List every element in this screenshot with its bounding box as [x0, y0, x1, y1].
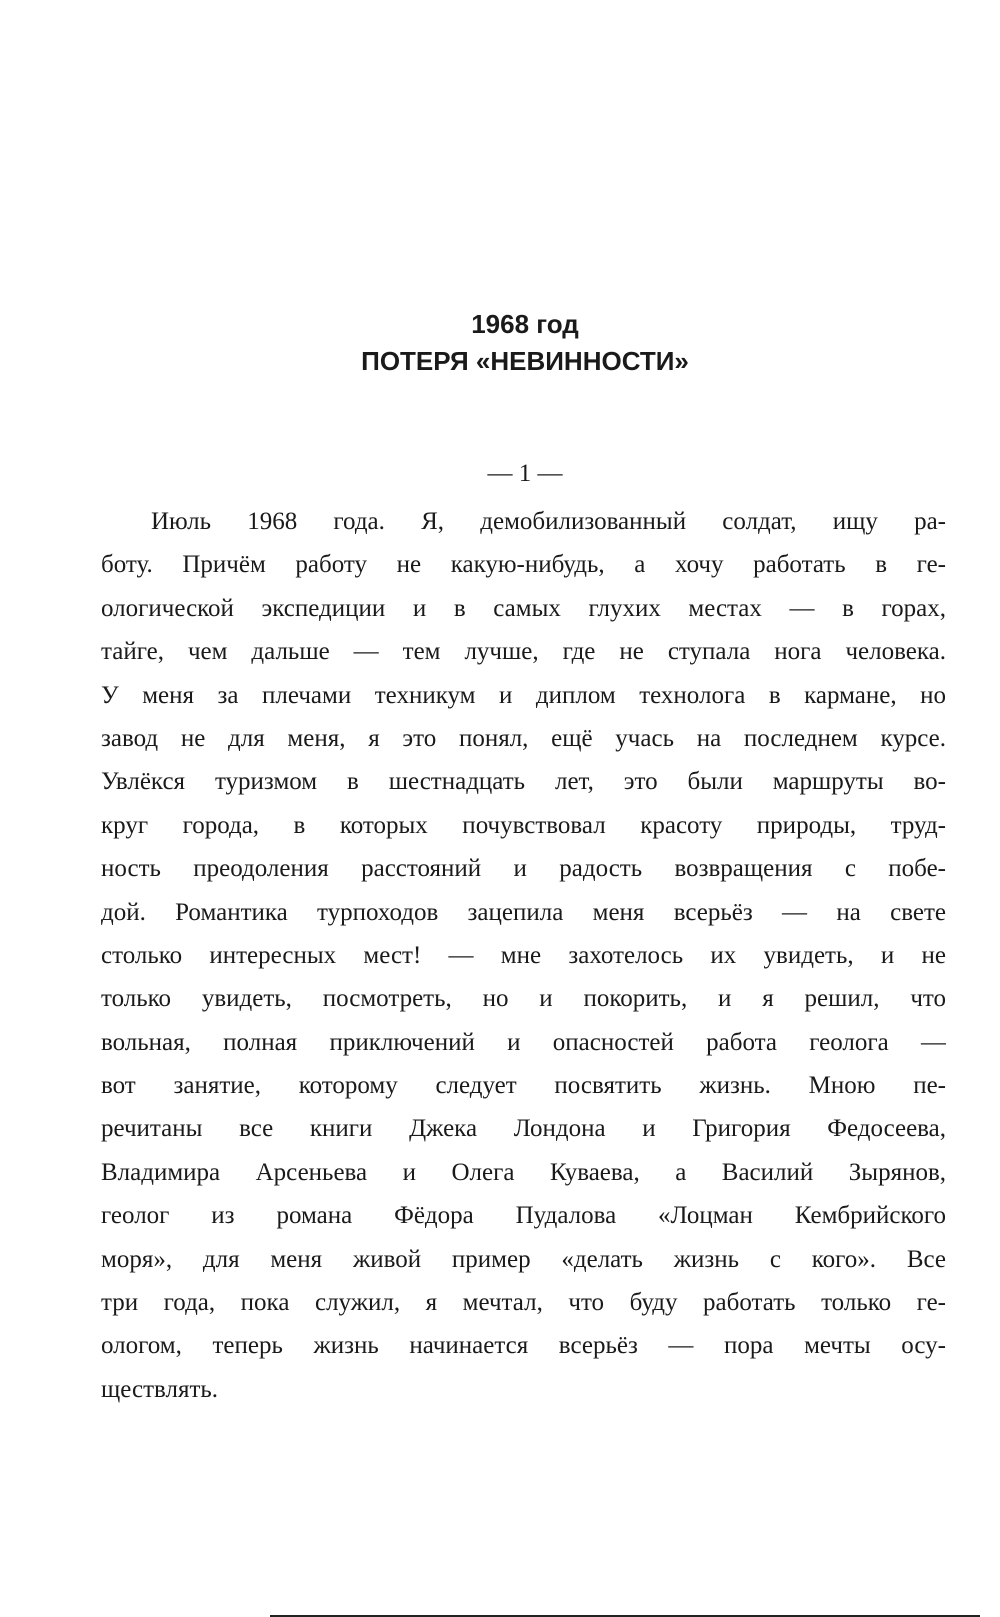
text-line: ологической экспедиции и в самых глухих местах — в горах,: [101, 594, 946, 622]
text-line: Июль 1968 года. Я, демобилизованный солдат, ищу ра-: [151, 508, 946, 535]
text-line: только увидеть, посмотреть, но и покорить, и я решил, что: [101, 985, 946, 1013]
section-number: — 1 —: [487, 460, 563, 487]
text-line: Увлёкся туризмом в шестнадцать лет, это были маршруты во-: [101, 768, 946, 796]
text-line: ологом, теперь жизнь начинается всерьёз — пора мечты осу-: [101, 1332, 946, 1360]
text-line: столько интересных мест! — мне захотелось их увидеть, и не: [101, 941, 946, 969]
text-line: У меня за плечами техникум и диплом технолога в кармане, но: [101, 681, 946, 709]
text-line: вот занятие, которому следует посвятить жизнь. Мною пе-: [101, 1072, 946, 1100]
text-line: речитаны все книги Джека Лондона и Григория Федосеева,: [101, 1115, 946, 1143]
text-line: круг города, в которых почувствовал красоту природы, труд-: [101, 811, 946, 839]
body-paragraph: [101, 500, 946, 1411]
text-line: завод не для меня, я это понял, ещё учась на последнем курсе.: [101, 724, 946, 752]
text-line: ность преодоления расстояний и радость возвращения с побе-: [101, 855, 946, 883]
text-line: ществлять.: [101, 1375, 219, 1403]
text-line: три года, пока служил, я мечтал, что буду работать только ге-: [101, 1289, 946, 1317]
text-line: боту. Причём работу не какую-нибудь, а хочу работать в ге-: [101, 551, 946, 579]
chapter-year-heading: 1968 год: [471, 309, 579, 339]
text-line: дой. Романтика турпоходов зацепила меня всерьёз — на свете: [101, 898, 946, 926]
text-line: тайге, чем дальше — тем лучше, где не ступала нога человека.: [101, 638, 946, 666]
text-line: Владимира Арсеньева и Олега Куваева, а Василий Зырянов,: [101, 1158, 946, 1186]
text-line: геолог из романа Фёдора Пудалова «Лоцман Кембрийского: [101, 1202, 946, 1230]
chapter-title: ПОТЕРЯ «НЕВИННОСТИ»: [361, 346, 689, 376]
text-line: вольная, полная приключений и опасностей работа геолога —: [101, 1028, 946, 1056]
text-line: моря», для меня живой пример «делать жизнь с кого». Все: [101, 1245, 946, 1273]
